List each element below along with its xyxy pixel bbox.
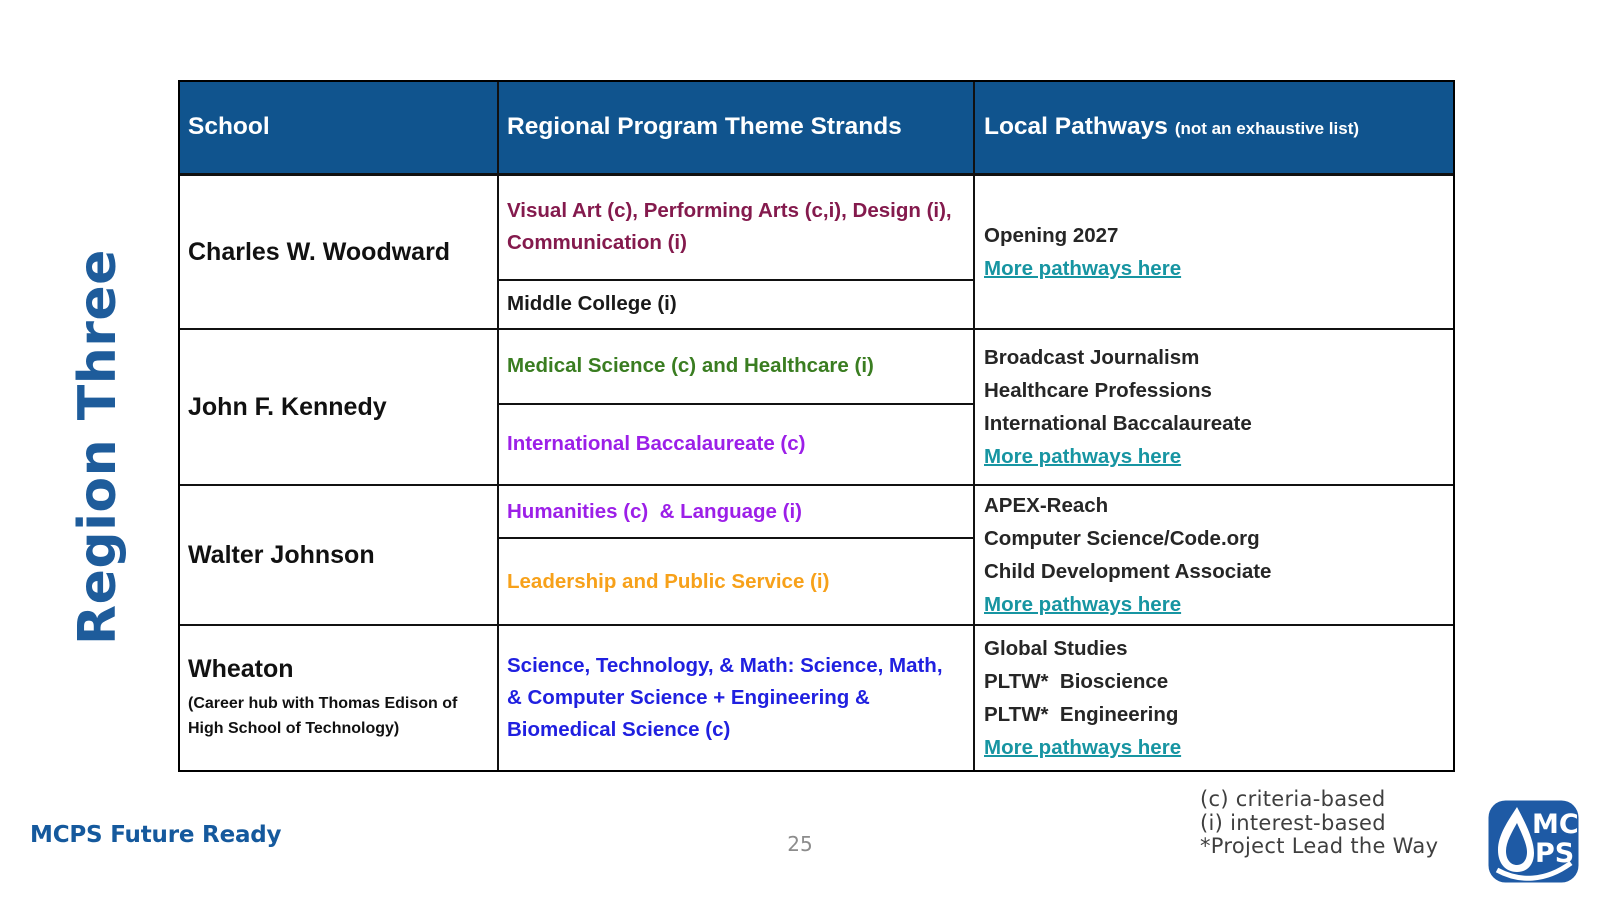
strand-cell — [497, 486, 973, 624]
school-cell — [180, 486, 497, 624]
more-pathways-link[interactable]: More pathways here — [984, 593, 1182, 616]
school-cell — [180, 330, 497, 485]
school-name: Wheaton — [188, 655, 294, 684]
page-number: 25 — [787, 832, 813, 856]
pathways-cell — [973, 486, 1453, 624]
strand-sub-cell — [499, 403, 973, 485]
strand-sub-cell — [499, 537, 973, 624]
header-pathways-label: Local Pathways — [984, 113, 1168, 141]
pathway-item: Global Studies — [984, 637, 1128, 660]
mcps-future-ready-brand: MCPS Future Ready — [30, 822, 282, 848]
school-cell — [180, 626, 497, 770]
pathways-cell — [973, 626, 1453, 770]
legend-line: (i) interest-based — [1200, 810, 1386, 835]
strand-sub-cell — [499, 279, 973, 328]
strand-cell — [497, 330, 973, 485]
pathway-item: Opening 2027 — [984, 223, 1119, 247]
strand-text: Middle College (i) — [507, 292, 677, 316]
mcps-logo-text-bottom: PS — [1535, 838, 1575, 869]
header-pathways-note: (not an exhaustive list) — [1174, 119, 1360, 139]
region-label — [58, 248, 138, 646]
region-programs-table — [178, 80, 1455, 772]
school-cell — [180, 176, 497, 328]
strand-sub-cell — [499, 176, 973, 279]
strand-text: Humanities (c) & Language (i) — [507, 499, 802, 523]
pathway-item: PLTW* Bioscience — [984, 670, 1169, 693]
pathway-item: Child Development Associate — [984, 560, 1272, 583]
header-cell-pathways — [973, 82, 1453, 173]
school-name: Walter Johnson — [188, 541, 375, 569]
strand-sub-cell — [499, 626, 973, 770]
strand-cell — [497, 176, 973, 328]
legend — [1200, 788, 1438, 859]
strand-text: Leadership and Public Service (i) — [507, 569, 830, 593]
pathway-item: APEX-Reach — [984, 494, 1109, 517]
pathways-cell — [973, 330, 1453, 485]
school-name: John F. Kennedy — [188, 392, 387, 421]
strand-cell — [497, 626, 973, 770]
strand-sub-cell — [499, 330, 973, 403]
more-pathways-link[interactable]: More pathways here — [984, 444, 1182, 468]
table-row-woodward — [180, 174, 1453, 328]
legend-line: *Project Lead the Way — [1200, 834, 1439, 858]
school-name: Charles W. Woodward — [188, 237, 451, 266]
more-pathways-link[interactable]: More pathways here — [984, 736, 1182, 759]
strand-sub-cell — [499, 486, 973, 537]
legend-line: (c) criteria-based — [1200, 787, 1386, 811]
header-cell-strands — [497, 82, 973, 173]
pathway-item: Healthcare Professions — [984, 378, 1212, 402]
header-school-label: School — [188, 113, 270, 141]
table-row-wheaton — [180, 624, 1453, 770]
strand-text: Visual Art (c), Performing Arts (c,i), Design (i), Communication (i) — [507, 199, 958, 255]
strand-text: International Baccalaureate (c) — [507, 432, 806, 456]
pathway-item: PLTW* Engineering — [984, 703, 1179, 726]
table-row-walter-johnson — [180, 484, 1453, 624]
strand-text: Science, Technology, & Math: Science, Math, & Computer Science + Engineering & Biomedical Science (c) — [507, 654, 949, 741]
strand-text: Medical Science (c) and Healthcare (i) — [507, 354, 874, 377]
mcps-logo — [1487, 799, 1580, 884]
table-row-kennedy — [180, 328, 1453, 485]
pathways-cell — [973, 176, 1453, 328]
table-header-row — [180, 82, 1453, 174]
pathway-item: Broadcast Journalism — [984, 345, 1200, 369]
pathway-item: International Baccalaureate — [984, 411, 1252, 435]
pathway-item: Computer Science/Code.org — [984, 527, 1260, 550]
header-strands-label: Regional Program Theme Strands — [507, 113, 902, 141]
more-pathways-link[interactable]: More pathways here — [984, 256, 1182, 280]
region-label-text: Region Three — [68, 249, 128, 645]
school-note: (Career hub with Thomas Edison of High School of Technology) — [188, 695, 458, 737]
header-cell-school — [180, 82, 497, 173]
mcps-logo-text-top: MC — [1532, 809, 1579, 840]
